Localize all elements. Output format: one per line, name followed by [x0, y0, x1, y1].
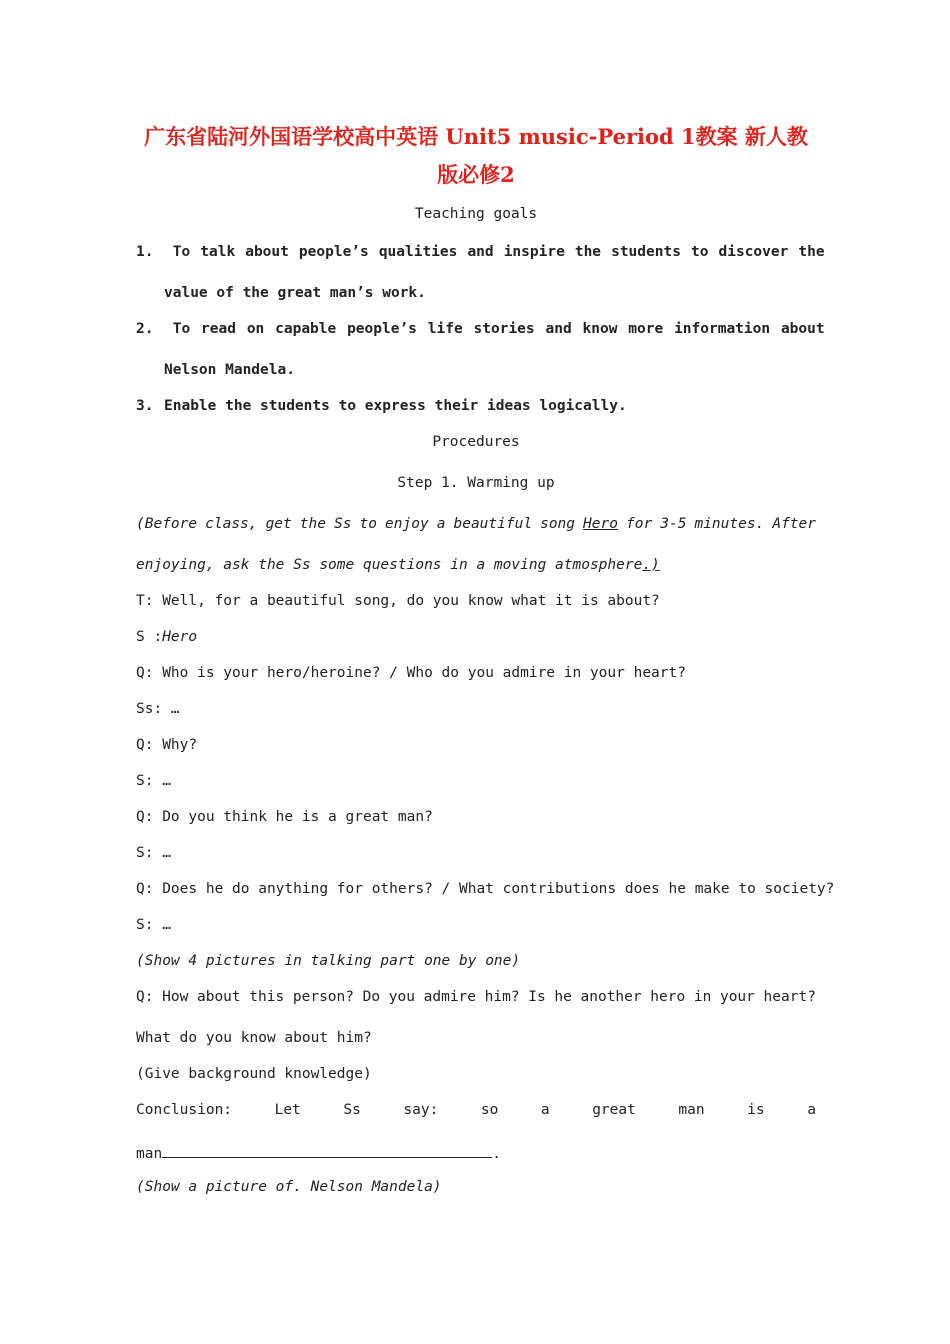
question-person-word: Q:	[136, 989, 154, 1005]
conclusion-line-2	[136, 1143, 816, 1162]
goal-1-word: talk	[200, 244, 236, 260]
goal-1-number: 1.	[136, 244, 154, 260]
question-person-word: he	[554, 989, 572, 1005]
instruction-1-line-2-end: .)	[642, 557, 660, 573]
conclusion-line-1	[136, 1102, 816, 1118]
instruction-1-word: a	[436, 516, 446, 532]
dialogue-line: S: …	[136, 845, 171, 861]
title-line-1: 广东省陆河外国语学校高中英语 Unit5 music-Period 1教案 新人教	[144, 124, 808, 149]
goal-2-word: about	[780, 321, 825, 337]
goal-2-word: read	[201, 321, 236, 337]
question-person-word: him?	[484, 989, 520, 1005]
instruction-1-word: for	[626, 516, 653, 532]
conclusion-period: .	[492, 1146, 501, 1162]
goal-1-word: and	[467, 244, 494, 260]
goal-2-words	[173, 321, 825, 337]
step1-heading: Step 1. Warming up	[397, 475, 555, 491]
question-person-line-1	[136, 989, 816, 1005]
instruction-1-line-1	[136, 516, 816, 532]
goal-2-line-1	[136, 321, 825, 337]
instruction-1-word: Ss	[334, 516, 352, 532]
dialogue-line	[136, 629, 816, 645]
conclusion-word: a	[807, 1102, 816, 1118]
dialogue-line: Q: Why?	[136, 737, 198, 753]
question-person-word: admire	[423, 989, 477, 1005]
conclusion-man: man	[136, 1146, 163, 1162]
question-person-word: How	[162, 989, 189, 1005]
conclusion-word: so	[480, 1102, 499, 1118]
goal-2-word: To	[172, 321, 191, 337]
conclusion-word: man	[678, 1102, 705, 1118]
goal-2-word: people’s	[347, 321, 417, 337]
instruction-3: (Show a picture of. Nelson Mandela)	[136, 1179, 442, 1195]
conclusion-word: Let	[274, 1102, 301, 1118]
question-person-word: heart?	[763, 989, 816, 1005]
goals-heading: Teaching goals	[414, 206, 538, 222]
speaker-label: S :	[136, 629, 163, 645]
instruction-1-word: to	[359, 516, 377, 532]
goal-1-word: to	[690, 244, 709, 260]
goal-2-word: know	[582, 321, 618, 337]
question-person-word: you	[388, 989, 415, 1005]
give-background: (Give background knowledge)	[136, 1066, 372, 1082]
goal-2-word: stories	[473, 321, 535, 337]
procedures-heading: Procedures	[432, 434, 520, 450]
question-person-word: about	[196, 989, 241, 1005]
goal-1-word: inspire	[503, 244, 565, 260]
goal-2-word: information	[674, 321, 771, 337]
question-person-word: this	[249, 989, 285, 1005]
dialogue-line: Q: Do you think he is a great man?	[136, 809, 433, 825]
title-line-2: 版必修2	[437, 162, 515, 187]
conclusion-word: great	[592, 1102, 636, 1118]
question-person-word: Do	[362, 989, 381, 1005]
dialogue-line: Ss: …	[136, 701, 180, 717]
goal-2-word: capable	[275, 321, 337, 337]
goal-1-word: the	[574, 244, 602, 260]
goal-1-word: students	[611, 244, 681, 260]
instruction-2: (Show 4 pictures in talking part one by one)	[136, 953, 521, 969]
conclusion-word: a	[540, 1102, 550, 1118]
goal-1-line-2: value of the great man’s work.	[164, 285, 426, 301]
goal-2-word: and	[545, 321, 572, 337]
goal-2-number: 2.	[136, 321, 154, 337]
conclusion-word: Conclusion:	[136, 1102, 233, 1118]
question-person-word: Is	[528, 989, 546, 1005]
instruction-1-word: the	[299, 516, 326, 532]
question-person-word: another	[580, 989, 642, 1005]
instruction-1-line-2-text: enjoying, ask the Ss some questions in a moving atmosphere	[136, 557, 643, 573]
goal-2-word: on	[246, 321, 265, 337]
goal-1-word: discover	[718, 244, 789, 260]
conclusion-word: is	[747, 1102, 765, 1118]
goal-2-word: more	[628, 321, 664, 337]
question-person-word: your	[719, 989, 755, 1005]
conclusion-word: say:	[403, 1102, 439, 1118]
instruction-1-word: song	[540, 516, 576, 532]
dialogue-line: S: …	[136, 917, 171, 933]
fill-in-blank	[162, 1143, 492, 1158]
dialogue-line: Q: Does he do anything for others? / What contributions does he make to society?	[136, 881, 835, 897]
instruction-1-line-2	[136, 557, 816, 573]
goal-3-text: Enable the students to express their ideas logically.	[164, 398, 627, 414]
goal-3-number: 3.	[136, 398, 154, 414]
goal-1-word: people’s	[298, 244, 369, 260]
instruction-1-word: enjoy	[385, 516, 429, 532]
goal-1-words	[173, 244, 825, 260]
document-title	[136, 118, 816, 194]
instruction-1-word: class,	[205, 516, 258, 532]
question-person-word: in	[693, 989, 712, 1005]
question-person-word: person?	[292, 989, 354, 1005]
instruction-1-word: 3-5	[660, 516, 687, 532]
goal-1-word: To	[172, 244, 191, 260]
question-person-word: hero	[650, 989, 686, 1005]
conclusion-word: Ss	[343, 1102, 361, 1118]
goal-3-line-1	[136, 398, 816, 414]
goal-1-word: about	[245, 244, 289, 260]
student-answer: Hero	[162, 629, 198, 645]
goal-1-word: qualities	[378, 244, 458, 260]
goal-2-word: life	[427, 321, 463, 337]
dialogue-line: S: …	[136, 773, 171, 789]
dialogue-line: Q: Who is your hero/heroine? / Who do you admire in your heart?	[136, 665, 686, 681]
instruction-1-word: After	[772, 516, 816, 532]
song-title: Hero	[583, 516, 618, 532]
goal-2-line-2: Nelson Mandela.	[164, 362, 295, 378]
dialogue-line: T: Well, for a beautiful song, do you know what it is about?	[136, 593, 660, 609]
goal-1-line-1	[136, 244, 825, 260]
instruction-1-word: beautiful	[453, 516, 533, 532]
goal-1-word: the	[798, 244, 825, 260]
instruction-1-word: (Before	[136, 516, 198, 532]
instruction-1-word: minutes.	[694, 516, 765, 532]
question-person-line-2: What do you know about him?	[136, 1030, 372, 1046]
instruction-1-word: get	[265, 516, 292, 532]
